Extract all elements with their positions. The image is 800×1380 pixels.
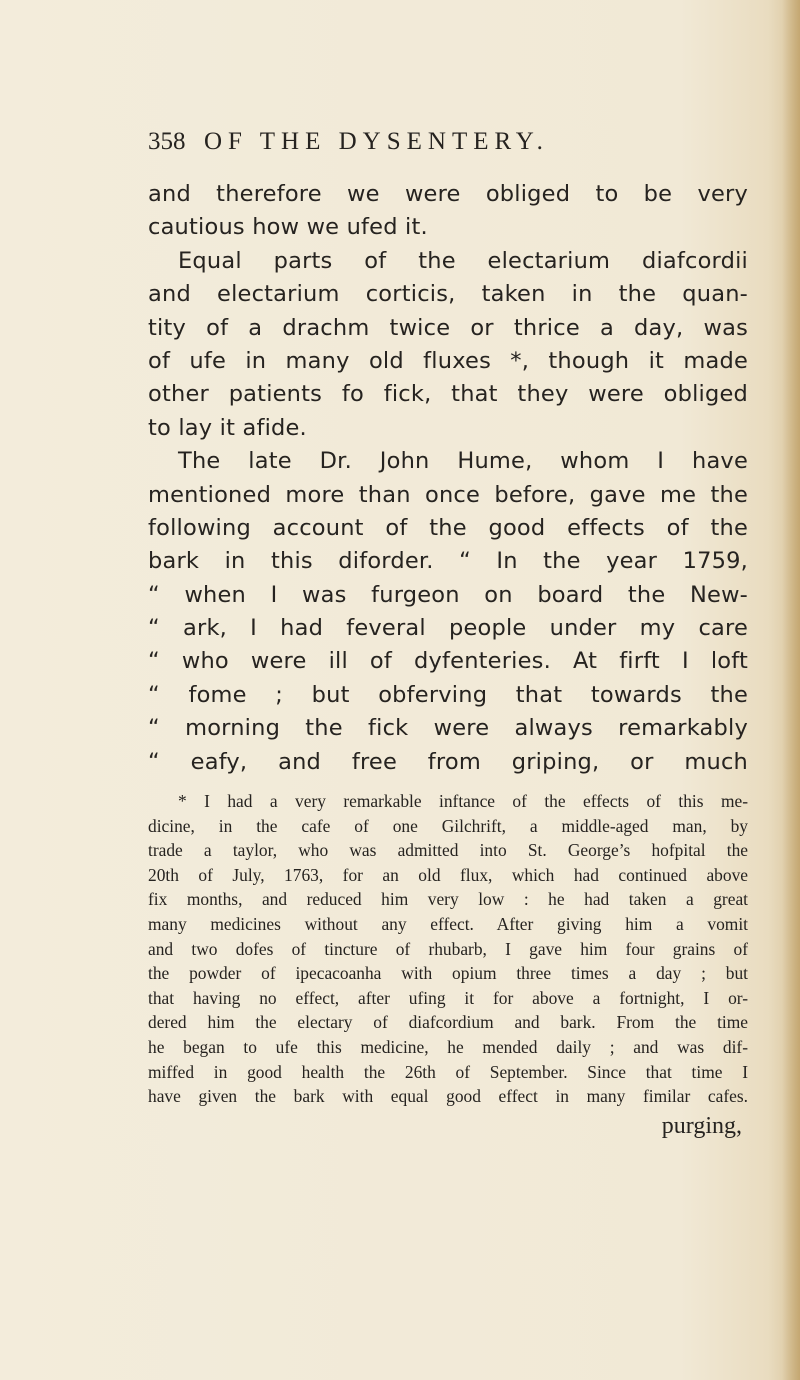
footnote-line: he began to ufe this medicine, he mended daily ; and was dif-: [148, 1036, 748, 1057]
page-edge-shadow: [782, 0, 800, 1380]
body-line: “ fome ; but obferving that towards the: [148, 681, 748, 708]
footnote-line: dered him the electary of diafcordium and bark. From the time: [148, 1012, 748, 1033]
body-line: bark in this diforder. “ In the year 1759,: [148, 548, 748, 575]
footnote: [148, 789, 748, 1109]
body-line: Equal parts of the electarium diafcordii: [178, 247, 748, 274]
body-line: tity of a drachm twice or thrice a day, was: [148, 314, 748, 341]
footnote-line: and two dofes of tincture of rhubarb, I gave him four grains of: [148, 938, 748, 959]
body-line: cautious how we ufed it.: [148, 214, 428, 241]
footnote-line: dicine, in the cafe of one Gilchrift, a middle-aged man, by: [148, 815, 748, 836]
body-line: “ who were ill of dyfenteries. At firft I loft: [148, 648, 748, 675]
footnote-line: that having no effect, after ufing it for above a fortnight, I or-: [148, 987, 748, 1008]
body-line: other patients fo fick, that they were obliged: [148, 381, 748, 408]
footnote-line: fix months, and reduced him very low : he had taken a great: [148, 889, 748, 910]
body-line: following account of the good effects of the: [148, 514, 748, 541]
running-title: OF THE DYSENTERY.: [204, 128, 549, 155]
body-text: [148, 178, 748, 779]
body-line: “ ark, I had feveral people under my care: [148, 615, 748, 642]
footnote-line: * I had a very remarkable inftance of the effects of this me-: [178, 791, 748, 812]
body-line: to lay it afide.: [148, 414, 307, 441]
page-content: [148, 128, 748, 1140]
body-line: “ eafy, and free from griping, or much: [148, 748, 748, 775]
body-line: and electarium corticis, taken in the quan-: [148, 281, 748, 308]
footnote-line: trade a taylor, who was admitted into St. George’s hofpital the: [148, 840, 748, 861]
body-line: “ when I was furgeon on board the New-: [148, 581, 748, 608]
footnote-line: the powder of ipecacoanha with opium three times a day ; but: [148, 963, 748, 984]
footnote-line: have given the bark with equal good effect in many fimilar cafes.: [148, 1086, 748, 1107]
body-line: The late Dr. John Hume, whom I have: [178, 448, 748, 475]
footnote-line: 20th of July, 1763, for an old flux, which had continued above: [148, 864, 748, 885]
body-line: of ufe in many old fluxes *, though it made: [148, 347, 748, 374]
footnote-line: many medicines without any effect. After giving him a vomit: [148, 914, 748, 934]
body-line: and therefore we were obliged to be very: [148, 181, 748, 207]
catchword: purging,: [661, 1112, 742, 1139]
body-line: mentioned more than once before, gave me the: [148, 481, 748, 508]
running-head: [148, 128, 748, 172]
footnote-line: miffed in good health the 26th of September. Since that time I: [148, 1061, 748, 1082]
page-number: 358: [148, 128, 186, 155]
body-line: “ morning the fick were always remarkably: [148, 715, 748, 742]
